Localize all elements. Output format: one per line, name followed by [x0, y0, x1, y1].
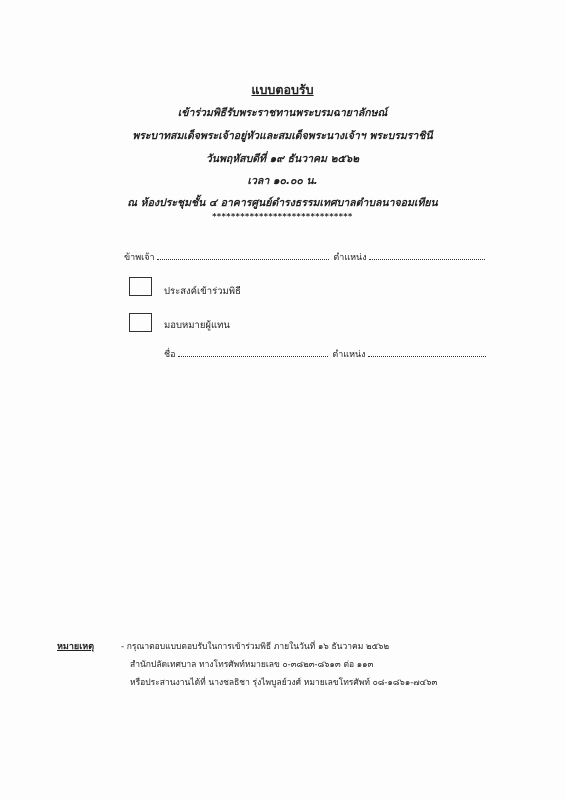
rep-name-label: ชื่อ	[164, 350, 176, 360]
star-divider: ******************************	[212, 212, 353, 221]
note-line-3: หรือประสานงานได้ที่ นางชลธิชา รุ่งไพบูลย์วงศ์ หมายเลขโทรศัพท์ ๐๘-๑๘๖๑-๗๔๖๓	[130, 678, 438, 688]
royal-names-line: พระบาทสมเด็จพระเจ้าอยู่หัวและสมเด็จพระนางเจ้าฯ พระบรมราชินี	[132, 130, 433, 142]
position-field[interactable]	[369, 250, 485, 260]
time-line: เวลา ๑๐.๐๐ น.	[247, 175, 318, 187]
note-line-1: - กรุณาตอบแบบตอบรับในการเข้าร่วมพิธี ภายในวันที่ ๑๖ ธันวาคม ๒๕๖๒	[121, 642, 390, 652]
attend-label: ประสงค์เข้าร่วมพิธี	[164, 286, 241, 297]
representative-checkbox[interactable]	[129, 313, 152, 332]
name-row	[124, 250, 487, 264]
rep-position-field[interactable]	[368, 347, 486, 357]
representative-row	[164, 347, 488, 361]
name-label: ข้าพเจ้า	[124, 253, 155, 263]
name-field[interactable]	[157, 250, 329, 260]
position-label: ตำแหน่ง	[333, 253, 367, 263]
note-line-2: สำนักปลัดเทศบาล ทางโทรศัพท์หมายเลข ๐-๓๘๒๓-๘๖๑๓ ต่อ ๑๑๓	[130, 660, 374, 670]
note-title: หมายเหตุ	[57, 642, 95, 652]
date-line: วันพฤหัสบดีที่ ๑๙ ธันวาคม ๒๕๖๒	[205, 153, 360, 165]
representative-label: มอบหมายผู้แทน	[164, 320, 230, 331]
rep-position-label: ตำแหน่ง	[332, 350, 366, 360]
ceremony-line: เข้าร่วมพิธีรับพระราชทานพระบรมฉายาลักษณ์	[177, 107, 388, 119]
rep-name-field[interactable]	[178, 347, 328, 357]
attend-checkbox[interactable]	[129, 277, 152, 296]
venue-line: ณ ห้องประชุมชั้น ๔ อาคารศูนย์ดำรงธรรมเทศบาลตำบลนาจอมเทียน	[127, 197, 438, 209]
form-title: แบบตอบรับ	[251, 82, 314, 97]
